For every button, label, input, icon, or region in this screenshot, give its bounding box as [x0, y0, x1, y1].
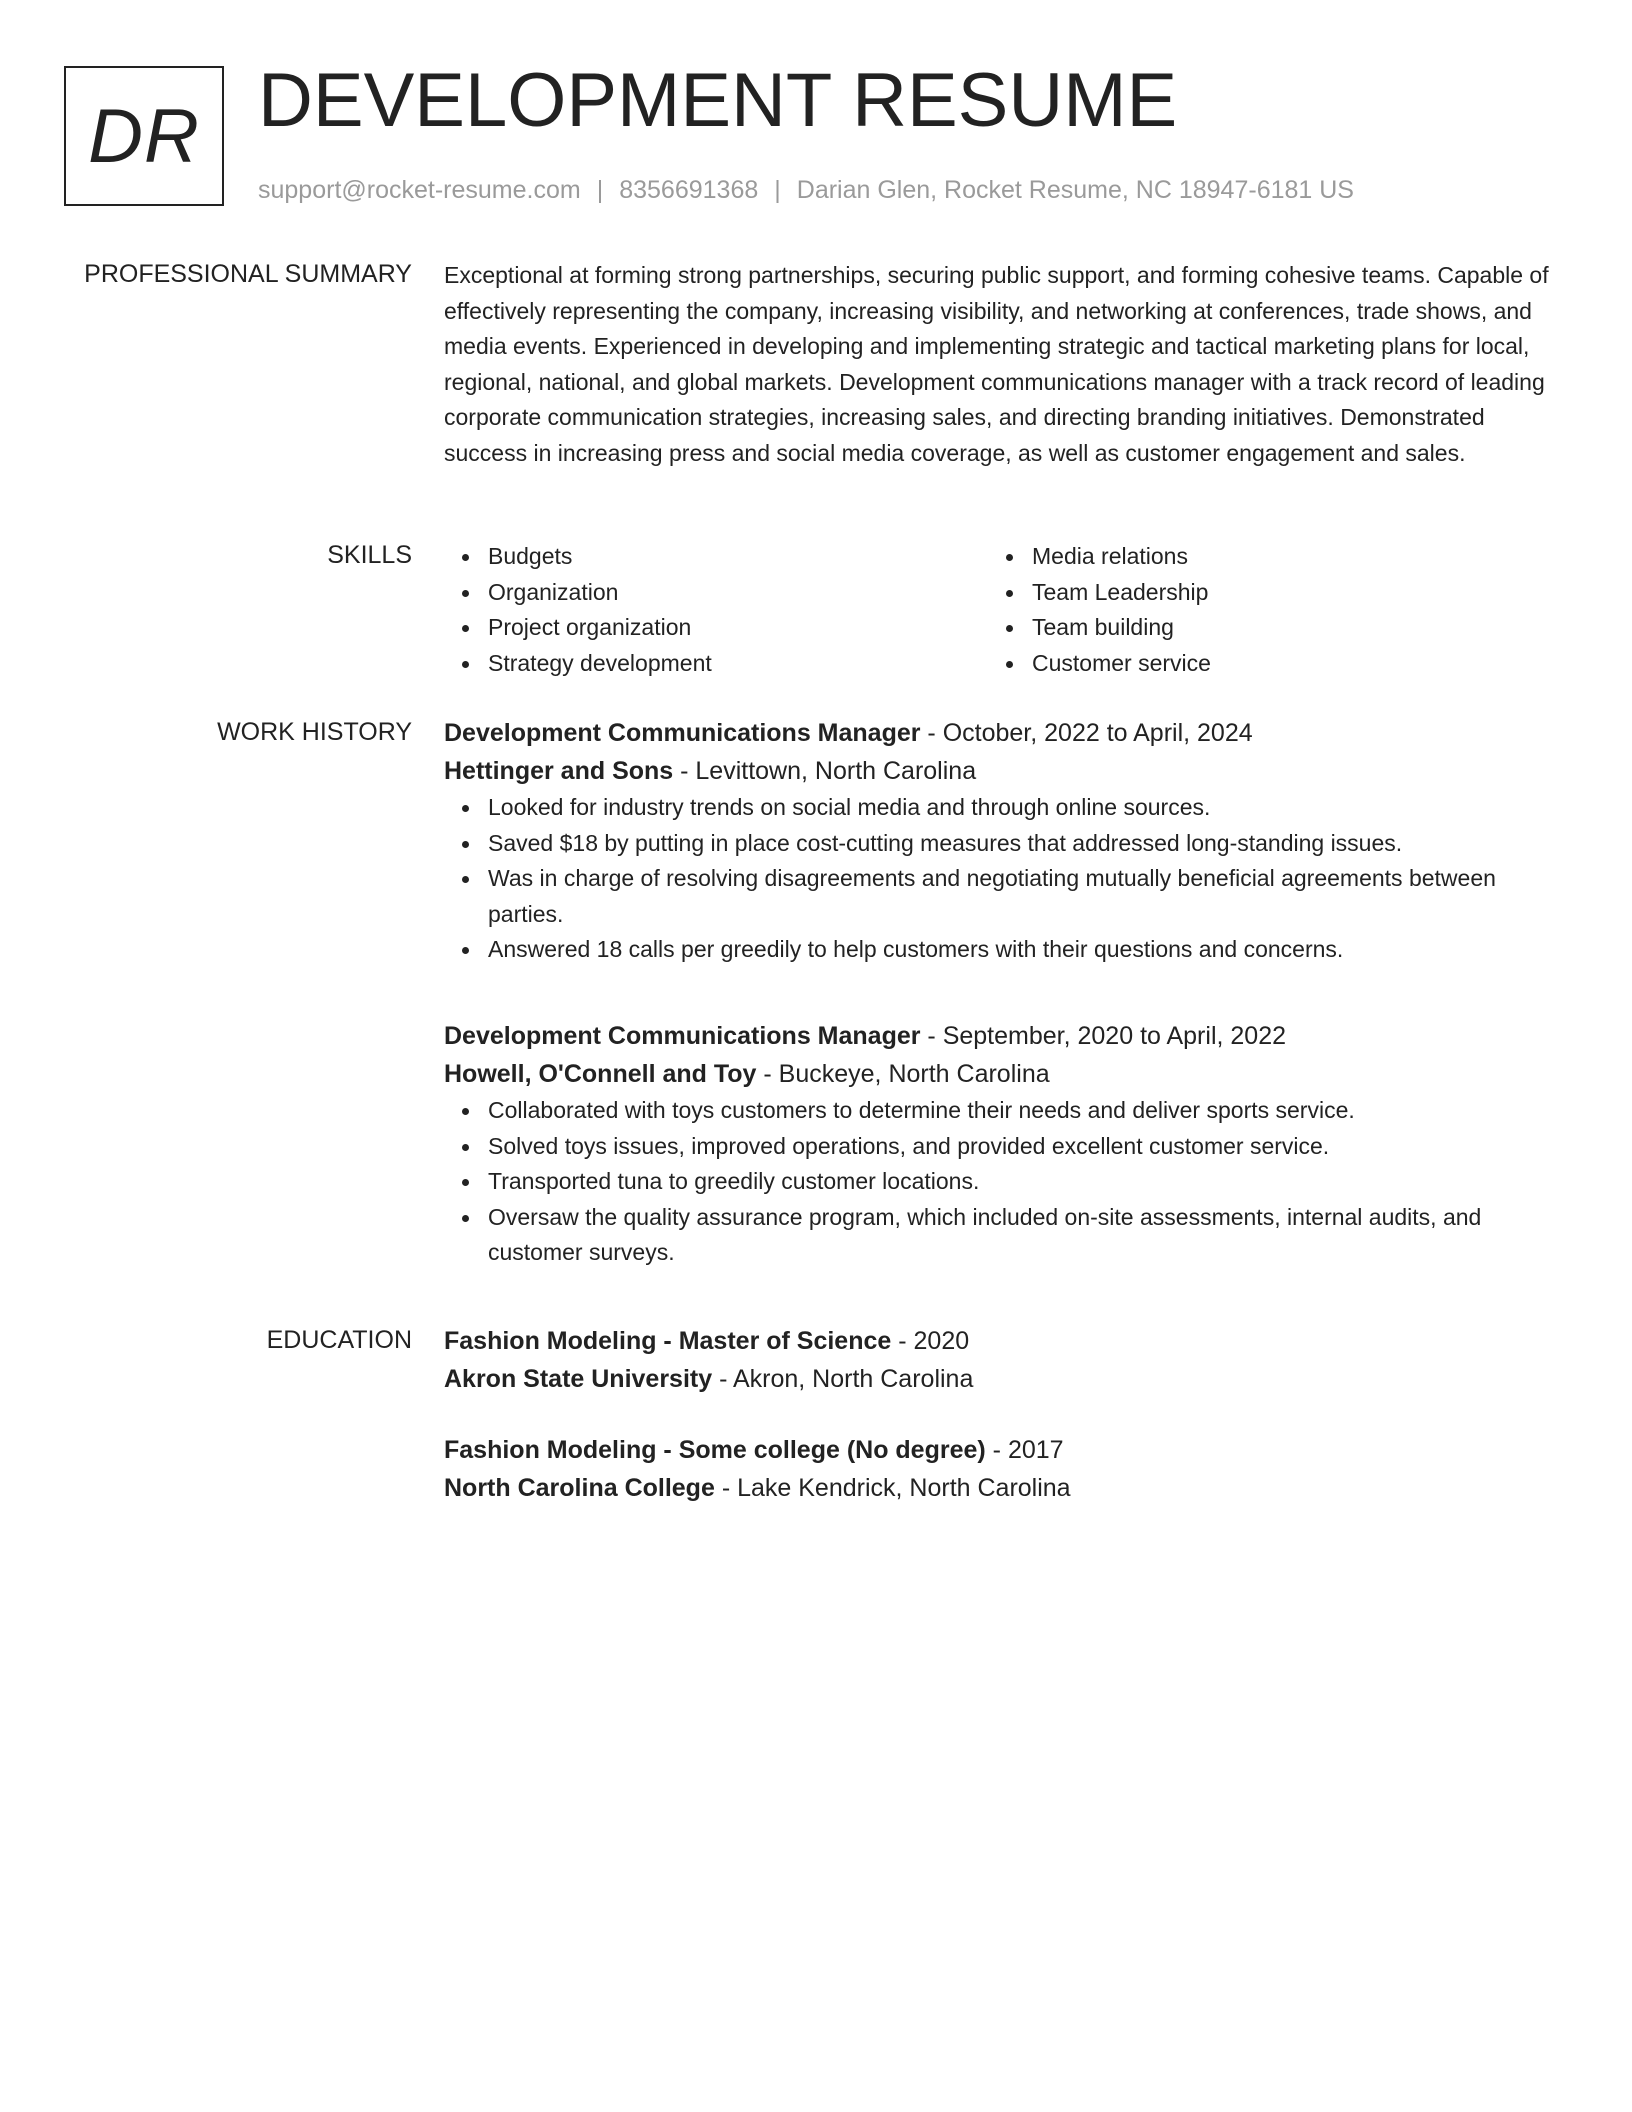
- degree-year: - 2017: [985, 1436, 1064, 1464]
- job-entry: [444, 714, 1554, 968]
- school-name: Akron State University: [444, 1365, 713, 1393]
- degree-name: Fashion Modeling - Some college (No degree): [444, 1436, 986, 1464]
- degree-name: Fashion Modeling - Master of Science: [444, 1327, 892, 1355]
- company-line: [444, 1055, 1554, 1093]
- school-location: - Lake Kendrick, North Carolina: [714, 1474, 1071, 1502]
- contact-line: [258, 172, 1354, 208]
- section-label-work-history: WORK HISTORY: [217, 718, 412, 746]
- summary-text: Exceptional at forming strong partnerships, securing public support, and forming cohesive teams. Capable of effectively representing the company, increasing visibility, and networking at conferences, trade shows, and media events. Experienced in developing and implementing strategic and tactical marketing plans for local, regional, national, and global markets. Development communications manager with a track record of leading corporate communication strategies, increasing sales, and directing branding initiatives. Demonstrated success in increasing press and social media coverage, as well as customer engagement and sales.: [444, 262, 1549, 466]
- job-bullets: [444, 790, 1554, 968]
- section-label-summary: PROFESSIONAL SUMMARY: [84, 260, 412, 288]
- skill-item: Budgets: [488, 539, 988, 575]
- contact-email[interactable]: support@rocket-resume.com: [258, 176, 581, 204]
- skill-item: Project organization: [488, 610, 988, 646]
- job-dates: - September, 2020 to April, 2022: [920, 1022, 1286, 1050]
- degree-line: [444, 1322, 1554, 1360]
- job-bullet: Answered 18 calls per greedily to help customers with their questions and concerns.: [488, 932, 1554, 968]
- education-entry: [444, 1322, 1554, 1398]
- skills-list: [444, 539, 1554, 681]
- school-name: North Carolina College: [444, 1474, 715, 1502]
- school-line: [444, 1469, 1554, 1507]
- skill-item: Team building: [1032, 610, 1532, 646]
- job-bullets: [444, 1093, 1554, 1271]
- school-line: [444, 1360, 1554, 1398]
- job-title: Development Communications Manager: [444, 719, 921, 747]
- job-bullet: Looked for industry trends on social media and through online sources.: [488, 790, 1554, 826]
- monogram-logo: DR: [64, 66, 224, 206]
- job-dates: - October, 2022 to April, 2024: [920, 719, 1253, 747]
- education-entry: [444, 1431, 1554, 1507]
- company-name: Hettinger and Sons: [444, 757, 674, 785]
- section-label-education: EDUCATION: [266, 1326, 412, 1354]
- skill-item: Team Leadership: [1032, 575, 1532, 611]
- company-line: [444, 752, 1554, 790]
- degree-line: [444, 1431, 1554, 1469]
- school-location: - Akron, North Carolina: [712, 1365, 974, 1393]
- job-bullet: Solved toys issues, improved operations, and provided excellent customer service.: [488, 1129, 1554, 1165]
- job-entry: [444, 1017, 1554, 1271]
- skill-item: Media relations: [1032, 539, 1532, 575]
- company-location: - Buckeye, North Carolina: [756, 1060, 1050, 1088]
- contact-address: Darian Glen, Rocket Resume, NC 18947-6181 US: [796, 176, 1354, 204]
- skill-item: Organization: [488, 575, 988, 611]
- skills-column-right: [988, 539, 1532, 681]
- section-label-skills: SKILLS: [327, 541, 412, 569]
- company-name: Howell, O'Connell and Toy: [444, 1060, 757, 1088]
- job-title-line: [444, 1017, 1554, 1055]
- job-bullet: Saved $18 by putting in place cost-cutting measures that addressed long-standing issues.: [488, 826, 1554, 862]
- skills-column-left: [444, 539, 988, 681]
- resume-title: DEVELOPMENT RESUME: [258, 58, 1178, 143]
- contact-separator: |: [596, 176, 604, 204]
- summary-body: [444, 258, 1554, 472]
- job-bullet: Was in charge of resolving disagreements and negotiating mutually beneficial agreements between parties.: [488, 861, 1554, 932]
- degree-year: - 2020: [891, 1327, 970, 1355]
- job-bullet: Transported tuna to greedily customer locations.: [488, 1164, 1554, 1200]
- job-title-line: [444, 714, 1554, 752]
- skill-item: Strategy development: [488, 646, 988, 682]
- contact-separator: |: [774, 176, 781, 204]
- job-bullet: Collaborated with toys customers to determine their needs and deliver sports service.: [488, 1093, 1554, 1129]
- skill-item: Customer service: [1032, 646, 1532, 682]
- company-location: - Levittown, North Carolina: [673, 757, 977, 785]
- contact-phone[interactable]: 8356691368: [619, 176, 759, 204]
- job-title: Development Communications Manager: [444, 1022, 921, 1050]
- job-bullet: Oversaw the quality assurance program, which included on-site assessments, internal audits, and customer surveys.: [488, 1200, 1554, 1271]
